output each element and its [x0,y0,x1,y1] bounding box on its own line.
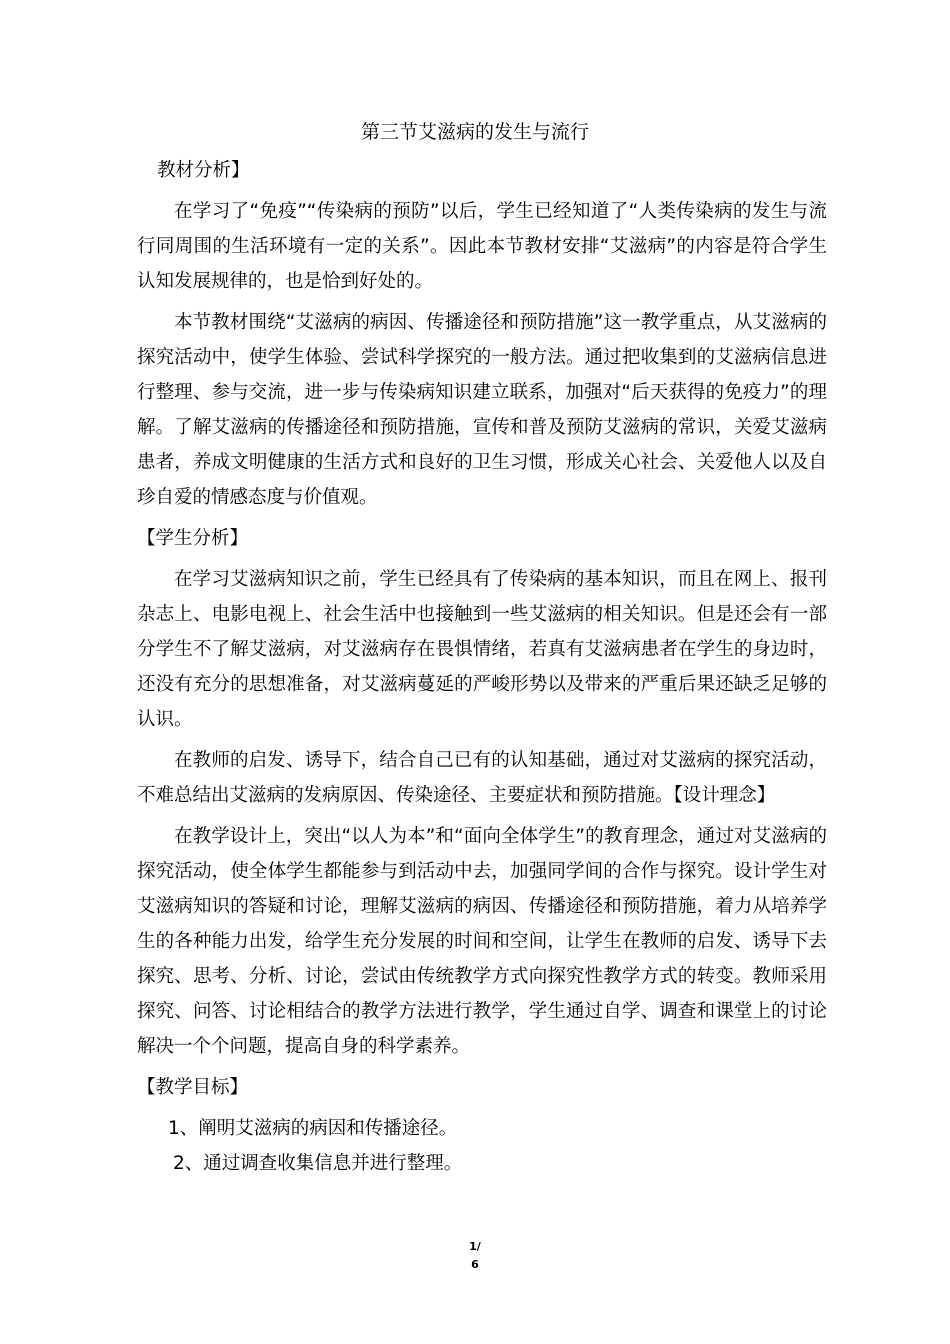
section-heading-teaching-material: 教材分析】 [157,160,250,181]
document-body [137,153,827,1181]
paragraph-design-concept: 在教学设计上，突出“以人为本”和“面向全体学生”的教育理念，通过对艾滋病的探究活动，使全体学生都能参与到活动中去，加强同学间的合作与探究。设计学生对艾滋病知识的答疑和讨论，理解艾滋病的病因、传播途径和预防措施，着力从培养学生的各种能力出发，给学生充分发展的时间和空间，让学生在教师的启发、诱导下去探究、思考、分析、讨论，尝试由传统教学方式向探究性教学方式的转变。教师采用探究、问答、讨论相结合的教学方法进行教学，学生通过自学、调查和课堂上的讨论解决一个个问题，提高自身的科学素养。 [137,826,827,1057]
paragraph-teaching-material-1: 在学习了“免疫”“传染病的预防”以后，学生已经知道了“人类传染病的发生与流行同周围的生活环境有一定的关系”。因此本节教材安排“艾滋病”的内容是符合学生认知发展规律的，也是恰到好处的。 [137,201,827,292]
page-number-current: 1/ [469,1240,481,1253]
section-heading-student-analysis: 【学生分析】 [137,528,249,549]
goal-item-1: 1、阐明艾滋病的病因和传播途径。 [168,1118,458,1139]
paragraph-student-analysis-1: 在学习艾滋病知识之前，学生已经具有了传染病的基本知识，而且在网上、报刊杂志上、电影电视上、社会生活中也接触到一些艾滋病的相关知识。但是还会有一部分学生不了解艾滋病，对艾滋病存在畏惧情绪，若真有艾滋病患者在学生的身边时，还没有充分的思想准备，对艾滋病蔓延的严峻形势以及带来的严重后果还缺乏足够的认识。 [137,569,827,730]
section-heading-teaching-goals: 【教学目标】 [137,1077,249,1098]
paragraph-teaching-material-2: 本节教材围绕“艾滋病的病因、传播途径和预防措施”这一教学重点，从艾滋病的探究活动中，使学生体验、尝试科学探究的一般方法。通过把收集到的艾滋病信息进行整理、参与交流，进一步与传染病知识建立联系，加强对“后天获得的免疫力”的理解。了解艾滋病的传播途径和预防措施，宣传和普及预防艾滋病的常识，关爱艾滋病患者，养成文明健康的生活方式和良好的卫生习惯，形成关心社会、关爱他人以及自珍自爱的情感态度与价值观。 [137,312,827,508]
document-title: 第三节艾滋病的发生与流行 [360,121,589,143]
page-number [455,1238,495,1274]
goal-item-2: 2、通过调查收集信息并进行整理。 [173,1153,463,1174]
page-number-total: 6 [471,1258,479,1271]
paragraph-student-analysis-2: 在教师的启发、诱导下，结合自己已有的认知基础，通过对艾滋病的探究活动，不难总结出艾滋病的发病原因、传染途径、主要症状和预防措施。【设计理念】 [137,750,827,806]
